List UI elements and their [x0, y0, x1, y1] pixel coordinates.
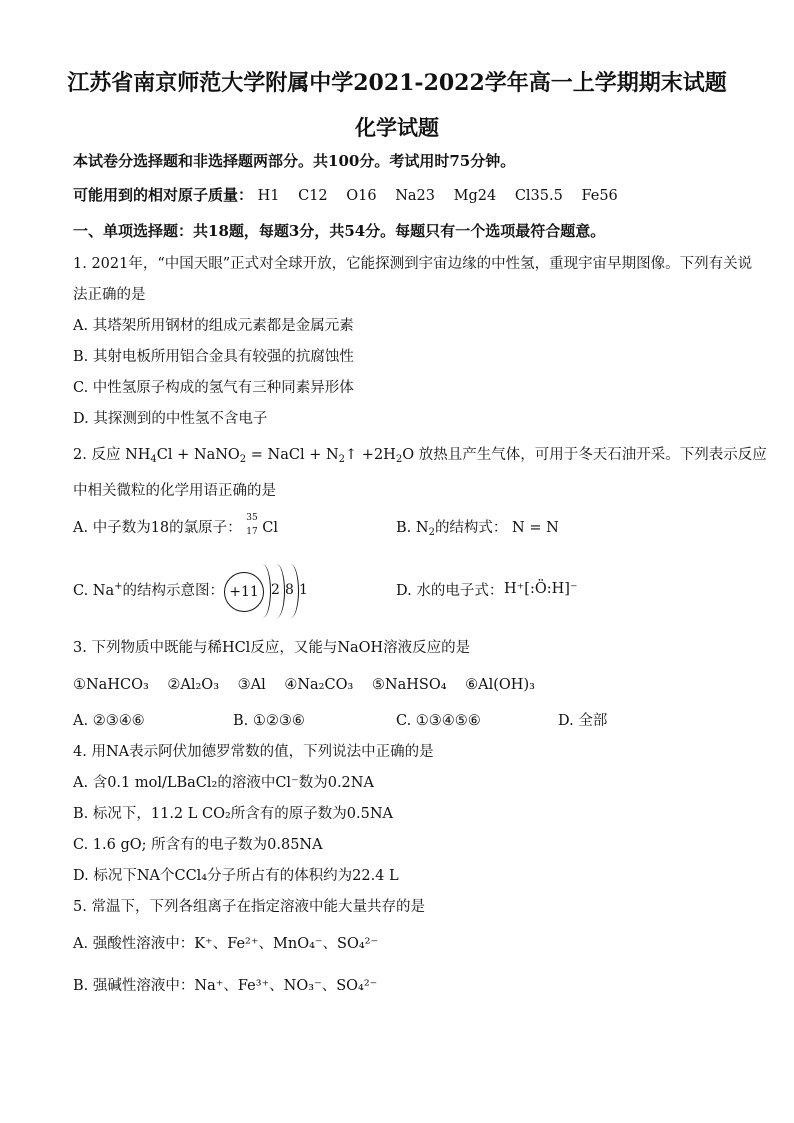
section-heading: 一、单项选择题：共18题，每题3分，共54分。每题只有一个选项最符合题意。 — [73, 222, 606, 240]
q5-option-a — [73, 936, 378, 953]
q1-option-d: D. 其探测到的中性氢不含电子 — [73, 411, 268, 427]
page-title: 江苏省南京师范大学附属中学2021-2022学年高一上学期期末试题 — [67, 70, 727, 96]
q4-option-a: A. 含0.1 mol/LBaCl₂的溶液中Cl⁻数为0.2NA — [73, 775, 374, 791]
q2-option-c: C. Na+的结构示意图： — [73, 581, 225, 599]
shell-count-2: 8 — [285, 582, 294, 598]
shell-count-3: 1 — [299, 582, 308, 598]
q1-stem-line2: 法正确的是 — [73, 287, 146, 303]
q3-option-d: D. 全部 — [558, 713, 608, 729]
q2-option-b-letter: B. — [396, 520, 412, 536]
q5-option-b-ions: Na⁺、Fe³⁺、NO₃⁻、SO₄²⁻ — [194, 978, 378, 994]
exam-note: 本试卷分选择题和非选择题两部分。共100分。考试用时75分钟。 — [73, 152, 516, 170]
q3-substance-3: ③Al — [237, 677, 266, 693]
sodium-ion-structure-diagram — [224, 570, 314, 614]
shell-count-1: 2 — [271, 582, 280, 598]
atomic-mass-h: H1 — [257, 188, 280, 204]
atomic-mass-na: Na23 — [395, 188, 436, 204]
water-electron-formula: H⁺[:Ö:H]⁻ — [504, 581, 578, 597]
page-subtitle: 化学试题 — [355, 115, 439, 140]
atomic-mass-mg: Mg24 — [453, 188, 497, 204]
q2-stem-prefix: 2. 反应 — [73, 447, 121, 463]
q3-option-b: B. ①②③⑥ — [233, 713, 305, 729]
q2-option-c-text: 的结构示意图： — [122, 583, 225, 599]
q2-mass-number: 35 — [246, 513, 258, 523]
q5-option-b — [73, 978, 377, 995]
q3-option-a: A. ②③④⑥ — [73, 713, 145, 729]
q2-chlorine-symbol: Cl — [262, 520, 278, 536]
q2-isotope-numbers — [246, 513, 262, 537]
atomic-mass-o: O16 — [346, 188, 377, 204]
q3-substance-5: ⑤NaHSO₄ — [371, 677, 447, 693]
q3-stem: 3. 下列物质中既能与稀HCl反应，又能与NaOH溶液反应的是 — [73, 640, 471, 656]
q2-option-a — [73, 513, 278, 537]
q3-option-c: C. ①③④⑤⑥ — [396, 713, 481, 729]
atomic-mass-cl: Cl35.5 — [514, 188, 563, 204]
nucleus: +11 — [224, 572, 264, 612]
atomic-mass-fe: Fe56 — [581, 188, 618, 204]
q3-substance-6: ⑥Al(OH)₃ — [465, 677, 535, 693]
q2-stem-line2: 中相关微粒的化学用语正确的是 — [73, 483, 276, 499]
q4-option-c: C. 1.6 gO; 所含有的电子数为0.85NA — [73, 837, 323, 853]
q3-substance-4: ④Na₂CO₃ — [284, 677, 354, 693]
q2-option-a-text: A. 中子数为18的氯原子： — [73, 520, 242, 536]
atomic-mass-label: 可能用到的相对原子质量： — [73, 186, 254, 204]
q2-option-d-text: D. 水的电子式： — [396, 583, 504, 599]
q2-atomic-number: 17 — [246, 527, 258, 537]
q2-option-b-text: 的结构式： — [434, 520, 508, 536]
q1-stem-line1: 1. 2021年，“中国天眼”正式对全球开放，它能探测到宇宙边缘的中性氢，重现宇宙早期图像。下列有关说 — [73, 256, 753, 272]
atomic-mass-c: C12 — [298, 188, 328, 204]
atomic-mass-line — [73, 186, 618, 205]
q2-n2-structure: N = N — [512, 520, 559, 536]
q3-substances — [73, 677, 535, 694]
q3-substance-1: ①NaHCO₃ — [73, 677, 149, 693]
q5-stem: 5. 常温下，下列各组离子在指定溶液中能大量共存的是 — [73, 899, 425, 915]
q4-option-d: D. 标况下NA个CCl₄分子所占有的体积约为22.4 L — [73, 868, 399, 884]
q2-option-b: B. $N_2$的结构式： N = N — [396, 520, 559, 538]
q2-option-c-letter: C. — [73, 583, 89, 599]
q4-stem: 4. 用NA表示阿伏加德罗常数的值，下列说法中正确的是 — [73, 744, 434, 760]
q1-option-c: C. 中性氢原子构成的氢气有三种同素异形体 — [73, 380, 354, 396]
q5-option-a-text: A. 强酸性溶液中： — [73, 936, 195, 952]
q5-option-b-text: B. 强碱性溶液中： — [73, 978, 195, 994]
q2-option-d — [396, 583, 503, 600]
q2-equation: $NH_4Cl$ + NaNO$_2$ = NaCl + $N_2↑ +2H_2O$ — [125, 447, 415, 465]
q1-option-b: B. 其射电板所用铝合金具有较强的抗腐蚀性 — [73, 349, 354, 365]
q4-option-b: B. 标况下，11.2 L CO₂所含有的原子数为0.5NA — [73, 806, 394, 822]
q2-stem-suffix: 放热且产生气体，可用于冬天石油开采。下列表示反应 — [418, 447, 767, 463]
q5-option-a-ions: K⁺、Fe²⁺、MnO₄⁻、SO₄²⁻ — [194, 936, 379, 952]
q2-stem-line1 — [73, 447, 767, 464]
q1-option-a: A. 其塔架所用钢材的组成元素都是金属元素 — [73, 318, 354, 334]
q3-substance-2: ②Al₂O₃ — [167, 677, 220, 693]
